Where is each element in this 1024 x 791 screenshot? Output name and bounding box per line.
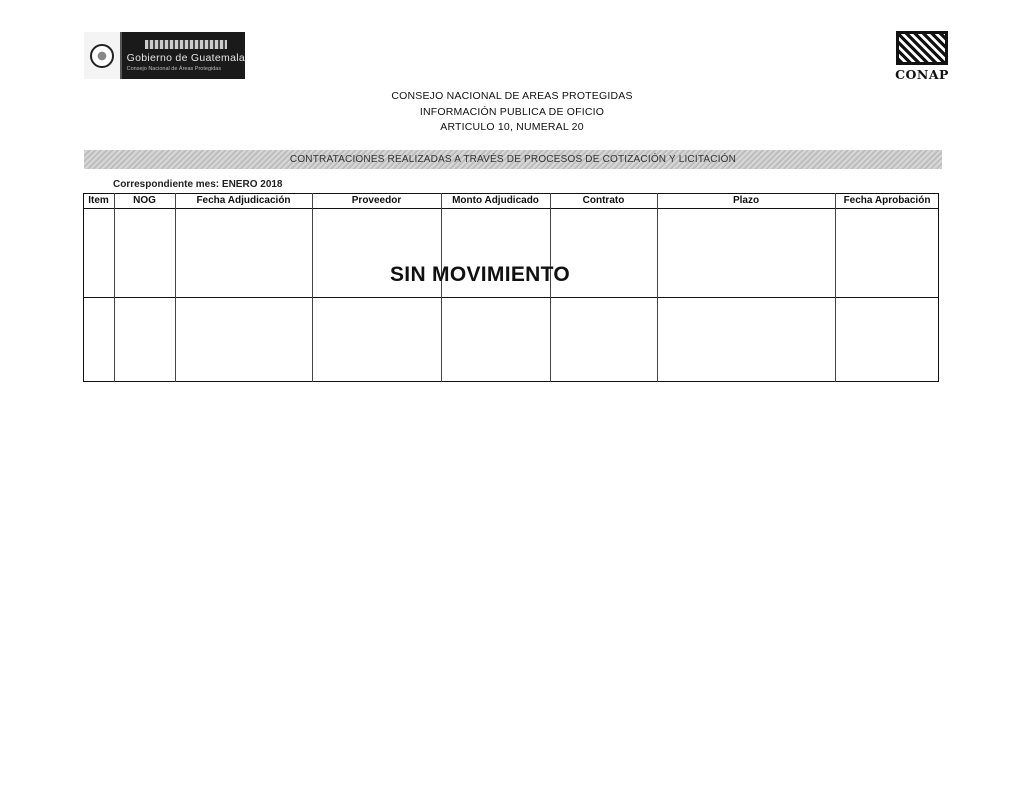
heading-line-1: CONSEJO NACIONAL DE AREAS PROTEGIDAS [391,90,633,102]
conap-logo-text: CONAP [895,67,949,82]
heading-line-3: ARTICULO 10, NUMERAL 20 [440,121,584,133]
government-name: Gobierno de Guatemala [126,51,245,64]
palace-icon [145,40,227,49]
conap-logo [893,31,951,87]
column-header-item: Item [88,195,109,206]
government-subtitle: Consejo Nacional de Áreas Protegidas [126,65,222,72]
column-header-plazo: Plazo [732,195,760,206]
column-header-proveedor: Proveedor [351,195,402,206]
heading-line-2: INFORMACIÓN PUBLICA DE OFICIO [419,105,605,118]
no-activity-notice: SIN MOVIMIENTO [390,263,570,286]
period-label: Correspondiente mes: ENERO 2018 [113,179,283,190]
coat-of-arms-icon [84,32,122,79]
document-heading [312,89,712,136]
column-header-nog: NOG [133,195,156,206]
government-logo [84,32,245,79]
column-header-monto-adjudicado: Monto Adjudicado [452,195,539,206]
section-banner [84,150,942,169]
conap-emblem-icon [896,31,948,65]
column-header-fecha-adjudicacion: Fecha Adjudicación [196,195,291,206]
column-header-contrato: Contrato [582,195,625,206]
contracts-table [83,193,939,382]
column-header-fecha-aprobacion: Fecha Aprobación [843,195,931,206]
banner-title: CONTRATACIONES REALIZADAS A TRAVÉS DE PROCESOS DE COTIZACIÓN Y LICITACIÓN [289,154,737,165]
